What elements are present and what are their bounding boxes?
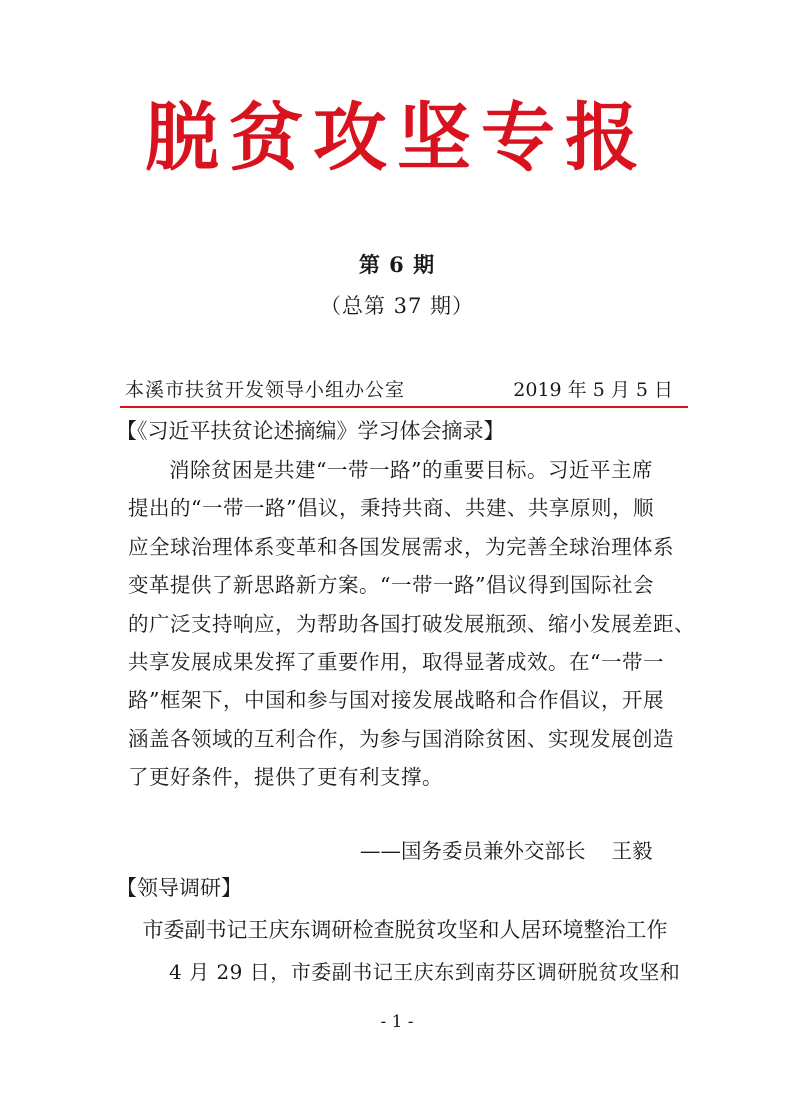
paragraph-line: 了更好条件，提供了更有利支撑。 <box>128 765 443 790</box>
issue-number: 第 6 期 <box>358 252 436 277</box>
issue-date: 2019 年 5 月 5 日 <box>513 379 673 401</box>
page-number: - 1 - <box>380 1012 414 1032</box>
study-notes-paragraph <box>128 451 696 797</box>
section-heading-leadership-research: 【领导调研】 <box>116 876 242 900</box>
paragraph-line: 应全球治理体系变革和各国发展需求，为完善全球治理体系 <box>128 534 674 559</box>
paragraph-line: 涵盖各领域的互利合作，为参与国消除贫困、实现发展创造 <box>128 726 674 751</box>
article-first-line: 4 月 29 日，市委副书记王庆东到南芬区调研脱贫攻坚和 <box>169 960 681 984</box>
paragraph-line: 共享发展成果发挥了重要作用，取得显著成效。在“一带一 <box>128 650 664 675</box>
attribution-title: ——国务委员兼外交部长 <box>360 839 586 863</box>
issuer-line <box>125 375 695 405</box>
paragraph-line: 变革提供了新思路新方案。“一带一路”倡议得到国际社会 <box>128 573 654 598</box>
paragraph-line: 的广泛支持响应，为帮助各国打破发展瓶颈、缩小发展差距、 <box>128 611 695 636</box>
section-heading-study-notes: 【《习近平扶贫论述摘编》学习体会摘录】 <box>116 419 505 443</box>
masthead-title: 脱贫攻坚专报 <box>145 95 649 181</box>
paragraph-line: 提出的“一带一路”倡议，秉持共商、共建、共享原则，顺 <box>128 496 654 521</box>
header-divider <box>120 406 688 408</box>
attribution-name: 王毅 <box>611 839 653 863</box>
issue-total-number: （总第 37 期） <box>319 294 475 318</box>
issuing-organization: 本溪市扶贫开发领导小组办公室 <box>125 379 406 401</box>
quote-attribution <box>360 836 653 866</box>
article-title: 市委副书记王庆东调研检查脱贫攻坚和人居环境整治工作 <box>142 918 668 942</box>
paragraph-line: 路”框架下，中国和参与国对接发展战略和合作倡议，开展 <box>128 688 664 713</box>
paragraph-line: 消除贫困是共建“一带一路”的重要目标。习近平主席 <box>169 458 653 482</box>
